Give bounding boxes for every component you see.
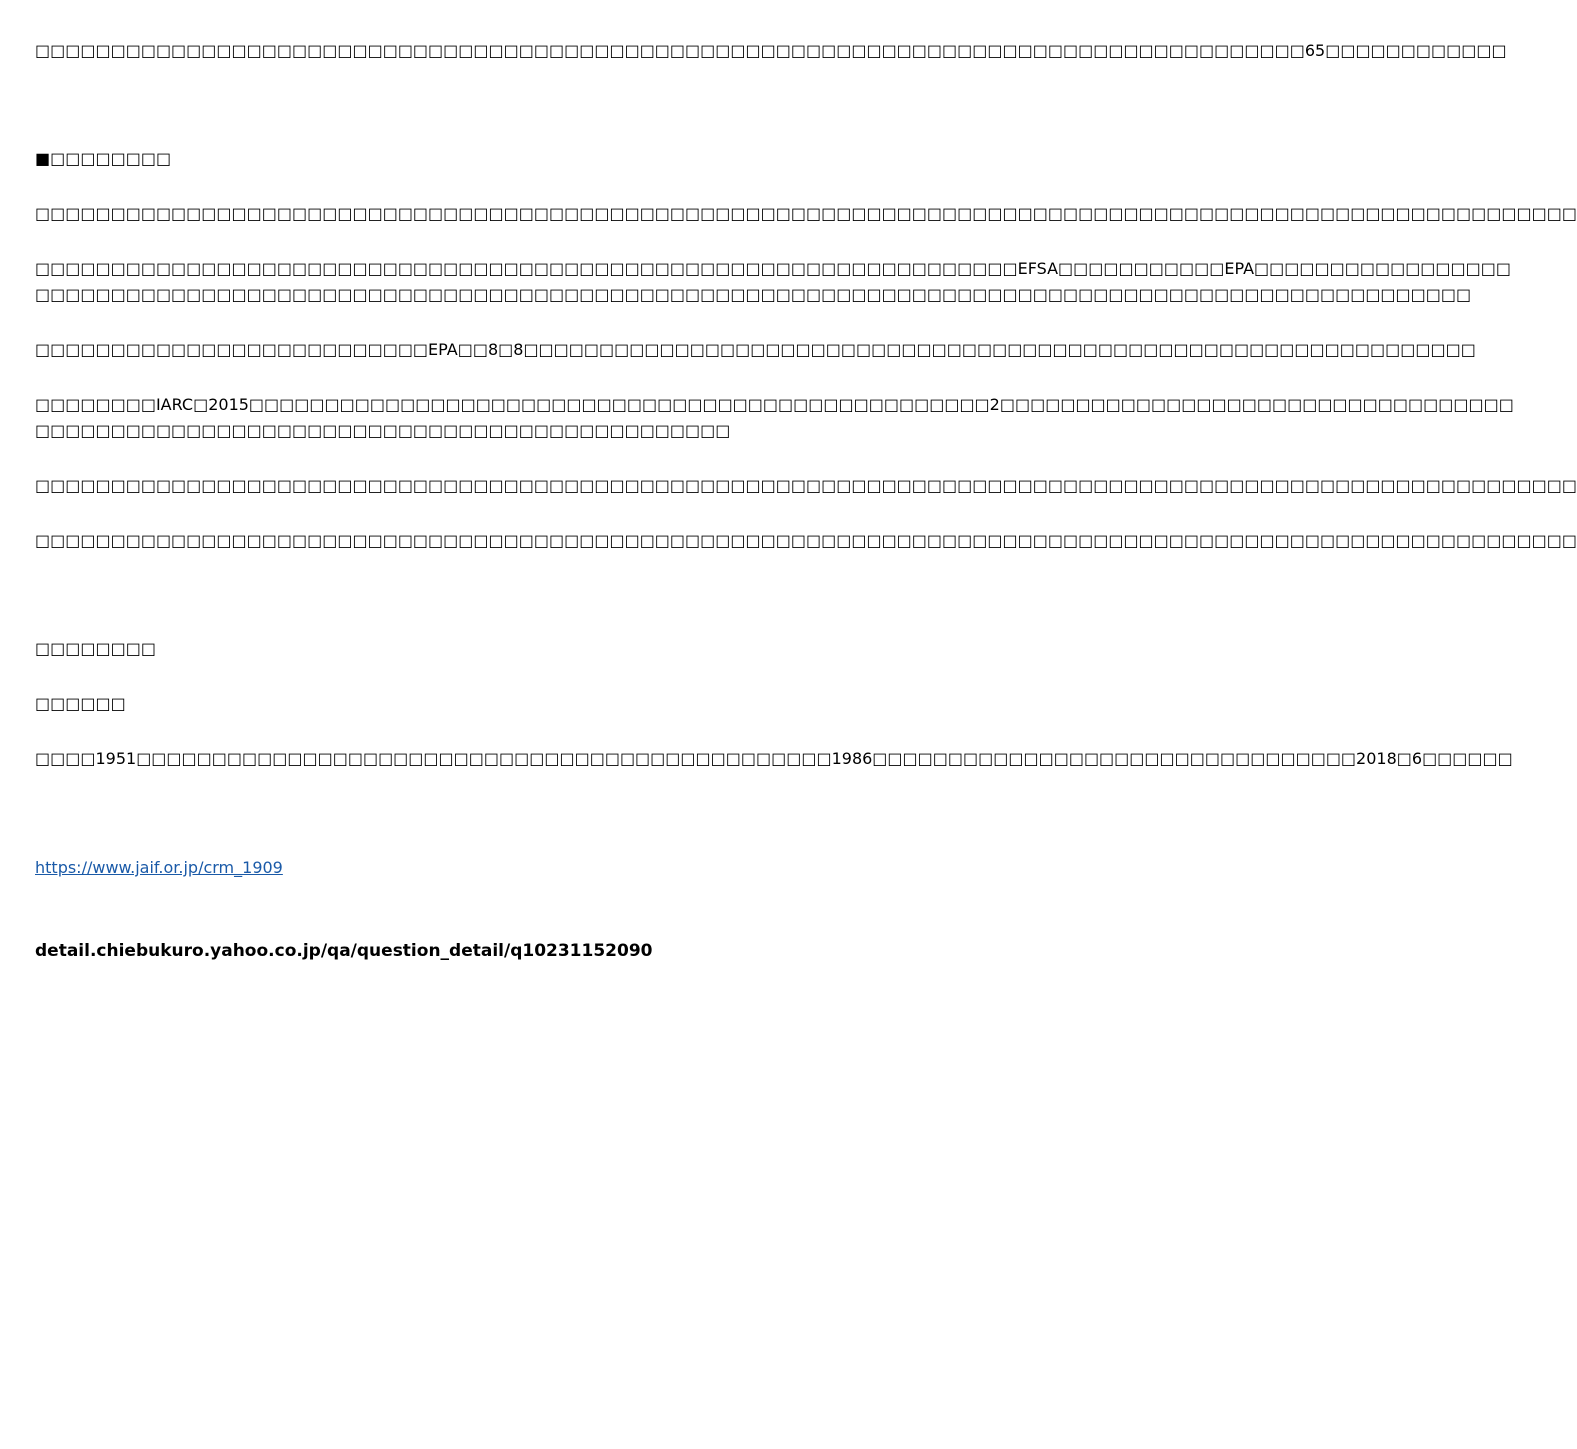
intro-paragraph: □□□□□□□□□□□□□□□□□□□□□□□□□□□□□□□□□□□□□□□□□□□□□□□□□□□□□□□□□□□□□□□□□□□□□□□□□□□□□□□□□□□□65□□□□□□□□□□□□ [35,41,1507,60]
subheading-2: □□□□□□ [35,694,126,713]
paragraph-7: □□□□1951□□□□□□□□□□□□□□□□□□□□□□□□□□□□□□□□□□□□□□□□□□□□□□1986□□□□□□□□□□□□□□□□□□□□□□□□□□□□□□□□2018□6□□□□□□ [35,749,1513,768]
paragraph-4-line-2: □□□□□□□□□□□□□□□□□□□□□□□□□□□□□□□□□□□□□□□□□□□□□□ [35,421,731,440]
subheading-1: □□□□□□□□ [35,639,156,658]
paragraph-5: □□□□□□□□□□□□□□□□□□□□□□□□□□□□□□□□□□□□□□□□□□□□□□□□□□□□□□□□□□□□□□□□□□□□□□□□□□□□□□□□□□□□□□□□□□□□□□□□□□□□□□ [35,476,1577,495]
section-heading: ■□□□□□□□□ [35,149,172,168]
paragraph-4-line-1: □□□□□□□□IARC□2015□□□□□□□□□□□□□□□□□□□□□□□□□□□□□□□□□□□□□□□□□□□□□□□□□2□□□□□□□□□□□□□□□□□□□□□□□□□□□□□□□□□□ [35,395,1514,414]
source-url: detail.chiebukuro.yahoo.co.jp/qa/question_detail/q10231152090 [35,941,653,961]
paragraph-1: □□□□□□□□□□□□□□□□□□□□□□□□□□□□□□□□□□□□□□□□□□□□□□□□□□□□□□□□□□□□□□□□□□□□□□□□□□□□□□□□□□□□□□□□□□□□□□□□□□□□□□ [35,204,1577,223]
paragraph-6: □□□□□□□□□□□□□□□□□□□□□□□□□□□□□□□□□□□□□□□□□□□□□□□□□□□□□□□□□□□□□□□□□□□□□□□□□□□□□□□□□□□□□□□□□□□□□□□□□□□□□□ [35,531,1577,550]
paragraph-2-line-2: □□□□□□□□□□□□□□□□□□□□□□□□□□□□□□□□□□□□□□□□□□□□□□□□□□□□□□□□□□□□□□□□□□□□□□□□□□□□□□□□□□□□□□□□□□□□□□□ [35,285,1472,304]
paragraph-3: □□□□□□□□□□□□□□□□□□□□□□□□□□EPA□□8□8□□□□□□□□□□□□□□□□□□□□□□□□□□□□□□□□□□□□□□□□□□□□□□□□□□□□□□□□□□□□□□□ [35,340,1476,359]
paragraph-2-line-1: □□□□□□□□□□□□□□□□□□□□□□□□□□□□□□□□□□□□□□□□□□□□□□□□□□□□□□□□□□□□□□□□□EFSA□□□□□□□□□□□EPA□□□□□□□□□□□□□□□□□ [35,259,1512,278]
reference-link[interactable]: https://www.jaif.or.jp/crm_1909 [35,858,283,877]
